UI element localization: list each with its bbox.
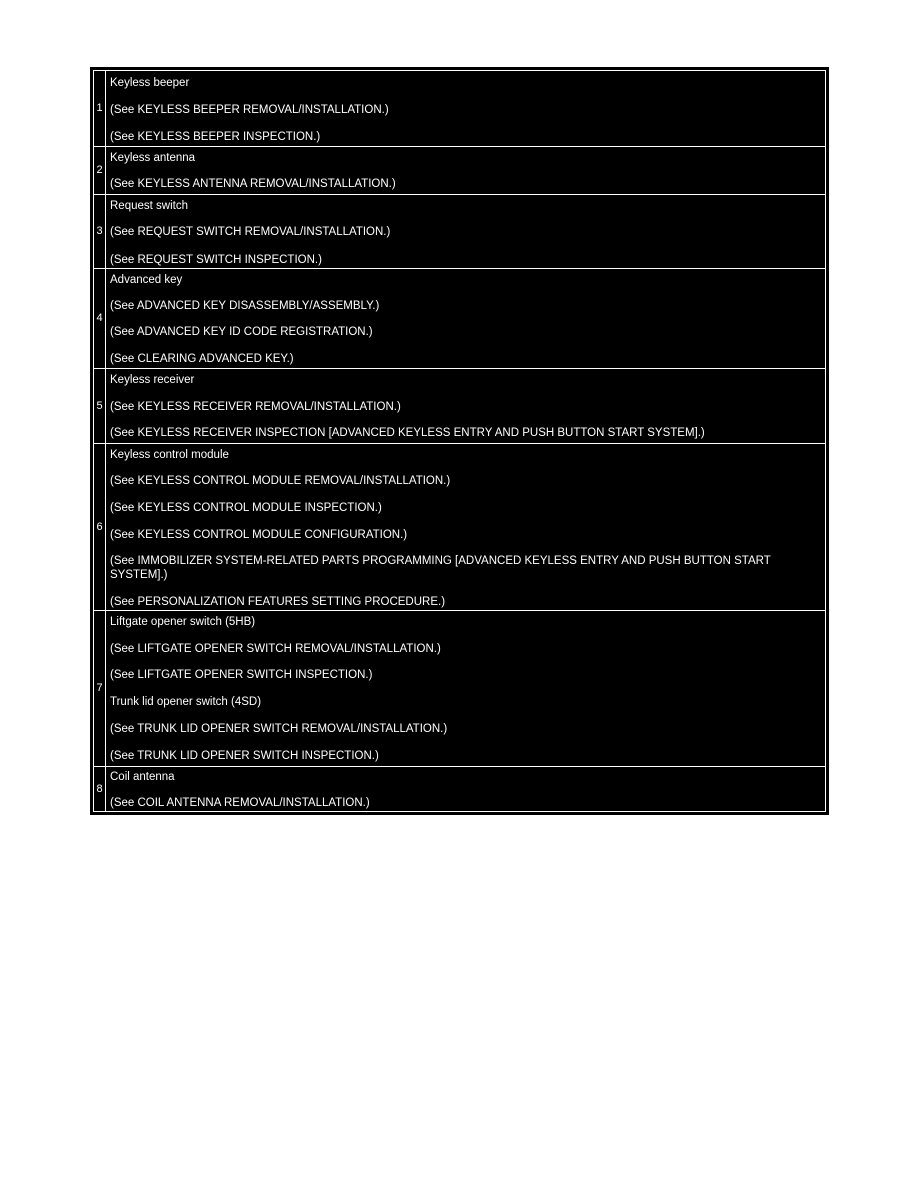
- reference-link[interactable]: (See TRUNK LID OPENER SWITCH REMOVAL/INSTALLATION.): [110, 723, 448, 735]
- row-content: [106, 147, 825, 194]
- row-content: [106, 195, 825, 268]
- row-content: [106, 444, 825, 610]
- table-row-7: [94, 611, 825, 767]
- table-row-6: [94, 444, 825, 611]
- row-number: 4: [94, 269, 106, 368]
- reference-link[interactable]: (See CLEARING ADVANCED KEY.): [110, 353, 294, 365]
- table-row-8: [94, 767, 825, 811]
- component-name: Keyless receiver: [110, 374, 195, 386]
- row-number: 6: [94, 444, 106, 610]
- component-name: Keyless control module: [110, 449, 229, 461]
- reference-link[interactable]: (See KEYLESS ANTENNA REMOVAL/INSTALLATION.): [110, 178, 396, 190]
- table-row-4: [94, 269, 825, 369]
- component-table: [93, 70, 826, 812]
- reference-link[interactable]: (See KEYLESS BEEPER INSPECTION.): [110, 131, 321, 143]
- reference-link[interactable]: (See KEYLESS BEEPER REMOVAL/INSTALLATION.): [110, 104, 389, 116]
- row-content: [106, 767, 825, 811]
- reference-link[interactable]: (See REQUEST SWITCH REMOVAL/INSTALLATION.): [110, 226, 391, 238]
- component-name: Coil antenna: [110, 771, 175, 783]
- reference-link[interactable]: (See ADVANCED KEY DISASSEMBLY/ASSEMBLY.): [110, 300, 380, 312]
- row-number: 7: [94, 611, 106, 766]
- table-row-2: [94, 147, 825, 195]
- reference-link[interactable]: (See KEYLESS CONTROL MODULE REMOVAL/INSTALLATION.): [110, 475, 451, 487]
- row-number: 1: [94, 71, 106, 146]
- row-number: 8: [94, 767, 106, 811]
- component-name: Advanced key: [110, 274, 183, 286]
- reference-link[interactable]: (See KEYLESS CONTROL MODULE INSPECTION.): [110, 502, 382, 514]
- component-name: Keyless antenna: [110, 152, 196, 164]
- component-name: Trunk lid opener switch (4SD): [110, 696, 262, 708]
- table-row-5: [94, 369, 825, 444]
- row-content: [106, 611, 825, 766]
- reference-link[interactable]: (See ADVANCED KEY ID CODE REGISTRATION.): [110, 326, 373, 338]
- component-name: Request switch: [110, 200, 188, 212]
- row-content: [106, 71, 825, 146]
- table-row-3: [94, 195, 825, 269]
- component-name: Liftgate opener switch (5HB): [110, 616, 256, 628]
- row-number: 3: [94, 195, 106, 268]
- reference-link[interactable]: (See KEYLESS RECEIVER REMOVAL/INSTALLATION.): [110, 401, 401, 413]
- row-content: [106, 269, 825, 368]
- component-table-frame: [90, 67, 829, 815]
- reference-link[interactable]: (See TRUNK LID OPENER SWITCH INSPECTION.): [110, 750, 379, 762]
- reference-link[interactable]: (See IMMOBILIZER SYSTEM-RELATED PARTS PROGRAMMING [ADVANCED KEYLESS ENTRY AND PUSH BUTTON START SYSTEM].): [110, 555, 771, 581]
- reference-link[interactable]: (See LIFTGATE OPENER SWITCH INSPECTION.): [110, 669, 373, 681]
- row-number: 5: [94, 369, 106, 443]
- reference-link[interactable]: (See LIFTGATE OPENER SWITCH REMOVAL/INSTALLATION.): [110, 643, 441, 655]
- row-number: 2: [94, 147, 106, 194]
- reference-link[interactable]: (See COIL ANTENNA REMOVAL/INSTALLATION.): [110, 797, 370, 809]
- row-content: [106, 369, 825, 443]
- reference-link[interactable]: (See KEYLESS RECEIVER INSPECTION [ADVANCED KEYLESS ENTRY AND PUSH BUTTON START SYSTEM].): [110, 427, 705, 439]
- reference-link[interactable]: (See KEYLESS CONTROL MODULE CONFIGURATION.): [110, 529, 408, 541]
- table-row-1: [94, 71, 825, 147]
- reference-link[interactable]: (See PERSONALIZATION FEATURES SETTING PROCEDURE.): [110, 596, 446, 608]
- reference-link[interactable]: (See REQUEST SWITCH INSPECTION.): [110, 254, 322, 266]
- component-name: Keyless beeper: [110, 77, 190, 89]
